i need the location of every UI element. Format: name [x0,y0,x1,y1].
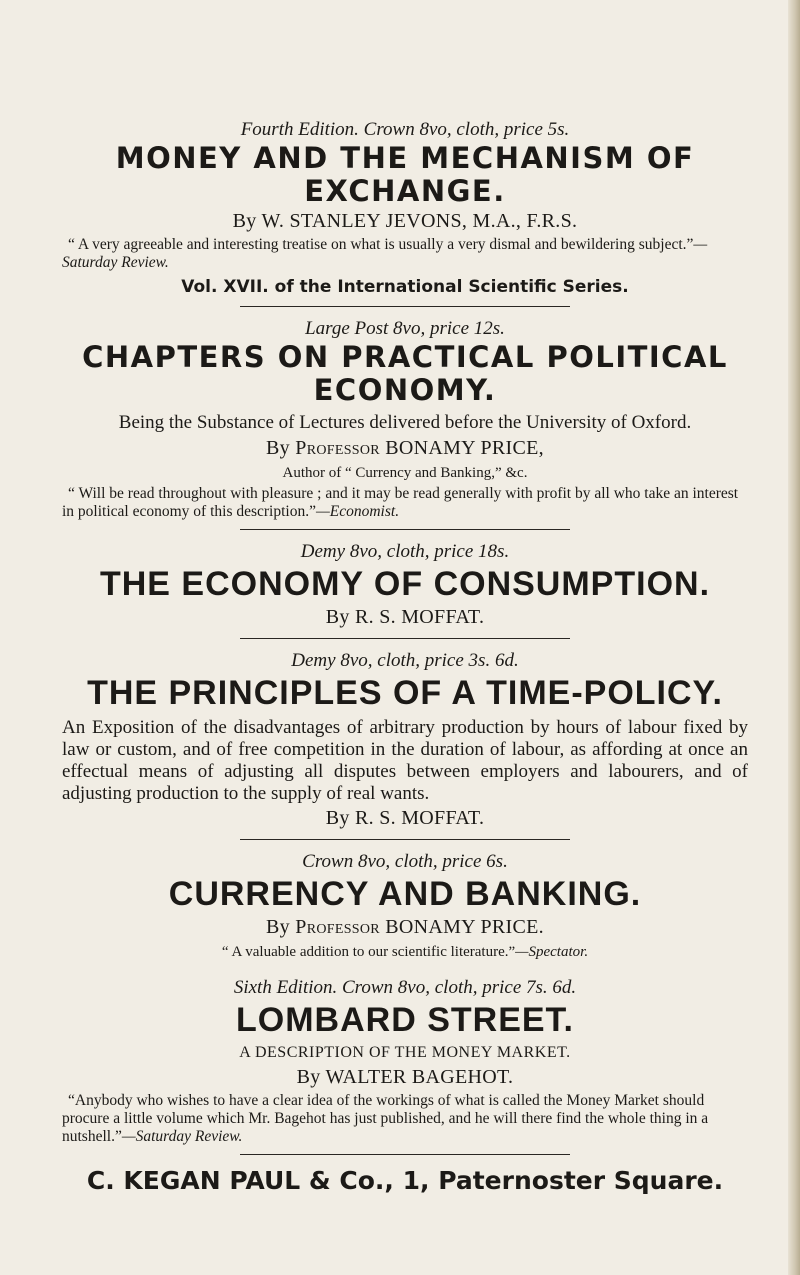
author-line: By R. S. MOFFAT. [325,807,485,829]
book-subtitle: A DESCRIPTION OF THE MONEY MARKET. [239,1044,571,1061]
review-source: —Spectator. [515,944,589,960]
book-title-cont: ECONOMY. [313,373,497,407]
edition-line: Crown 8vo, cloth, price 6s. [302,851,508,872]
review-text: “ A valuable addition to our scientific literature.” [221,944,516,960]
review-source: —Economist. [315,503,400,520]
review-source: —Saturday Review. [121,1128,243,1145]
publisher-imprint: C. KEGAN PAUL & Co., 1, Paternoster Square. [86,1166,724,1195]
divider [240,1154,570,1155]
review-quote [62,236,748,272]
book-description: Being the Substance of Lectures delivered before the University of Oxford. [118,412,692,433]
review-text: “ A very agreeable and interesting treatise on what is usually a very dismal and bewildering subject.” [68,236,694,253]
divider [240,638,570,639]
book-title-cont: EXCHANGE. [304,174,506,208]
author-line: By Professor BONAMY PRICE. [266,916,544,938]
author-line: By R. S. MOFFAT. [325,606,485,628]
book-title: MONEY AND THE MECHANISM OF [115,141,695,175]
book-title: LOMBARD STREET. [236,1001,574,1039]
edition-line: Large Post 8vo, price 12s. [305,318,505,339]
review-quote [62,942,748,962]
author-note: Author of “ Currency and Banking,” &c. [282,465,528,481]
edition-line: Fourth Edition. Crown 8vo, cloth, price 5s. [240,119,570,140]
series-note: Vol. XVII. of the International Scientific Series. [181,277,629,297]
advertisement-page [62,118,748,1197]
page-edge [788,0,800,1275]
book-price-chapters [62,317,748,521]
edition-line: Demy 8vo, cloth, price 18s. [300,541,510,562]
book-currency-banking [62,850,748,962]
book-title: THE ECONOMY OF CONSUMPTION. [99,565,711,603]
review-text: “Anybody who wishes to have a clear idea of the workings of what is called the Money Market should procure a little volume which Mr. Bagehot has just published, and he will there find the whole thing in a nutshell.” [62,1092,709,1145]
review-quote [62,1092,748,1146]
book-description: An Exposition of the disadvantages of arbitrary production by hours of labour fixed by law or custom, and of free competition in the duration of labour, as affording at once an effectual means of adjusting all disputes between employers and labourers, and of adjusting production to the supply of real wants. [62,717,748,804]
book-lombard-street [62,976,748,1146]
review-source: —Saturday Review. [62,236,708,271]
edition-line: Demy 8vo, cloth, price 3s. 6d. [291,650,519,671]
review-quote [62,485,748,521]
divider [240,306,570,307]
book-economy-consumption [62,540,748,630]
author-line: By W. STANLEY JEVONS, M.A., F.R.S. [232,210,578,232]
author-line: By Professor BONAMY PRICE, [266,437,544,459]
book-time-policy [62,649,748,831]
book-title: CURRENCY AND BANKING. [168,875,642,913]
review-text: “ Will be read throughout with pleasure ; and it may be read generally with profit by all who take an interest in political economy of this description.” [62,485,739,520]
book-title: THE PRINCIPLES OF A TIME-POLICY. [87,674,723,712]
divider [240,529,570,530]
book-jevons [62,118,748,298]
divider [240,839,570,840]
book-title: CHAPTERS ON PRACTICAL POLITICAL [82,340,728,374]
edition-line: Sixth Edition. Crown 8vo, cloth, price 7s. 6d. [233,977,577,998]
author-line: By WALTER BAGEHOT. [296,1066,514,1088]
